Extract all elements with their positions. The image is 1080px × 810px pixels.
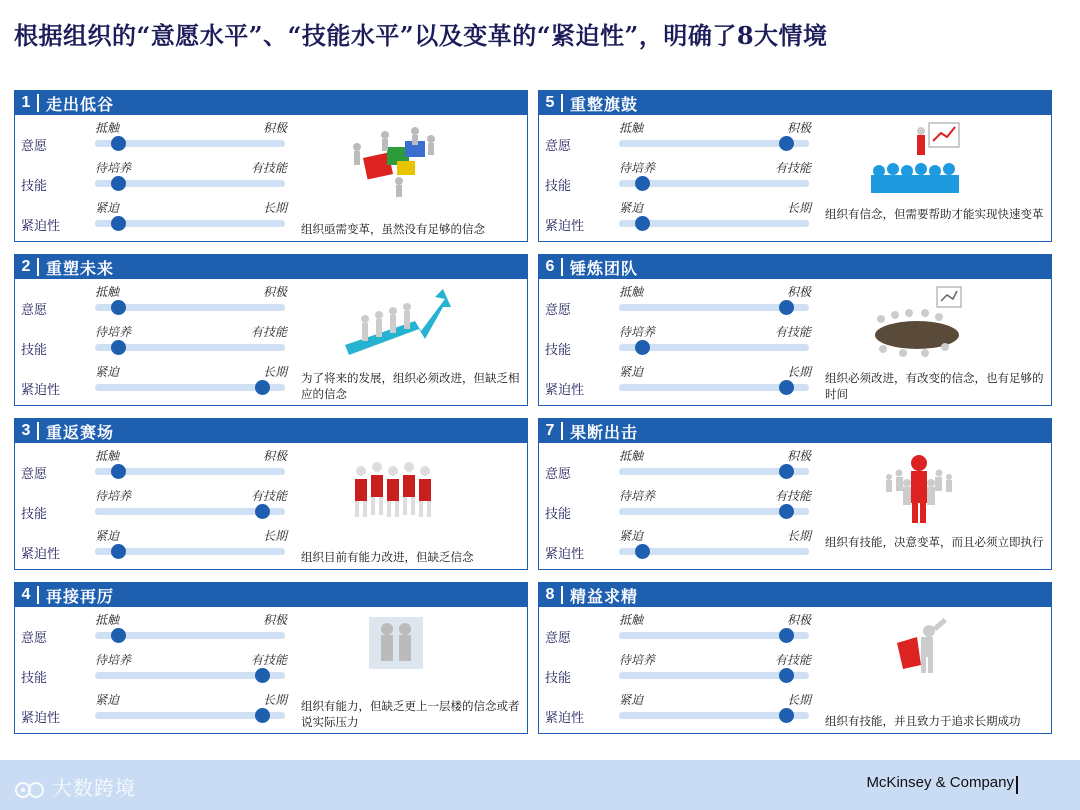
row-label-skill: 技能 [21, 179, 48, 194]
scale-right-label: 积极 [786, 121, 811, 135]
row-label-will: 意愿 [545, 139, 572, 154]
scenario-illustration-icon [859, 121, 979, 199]
scale-left-label: 待培养 [619, 325, 656, 339]
scenario-panel-3 [14, 418, 528, 570]
panel-header-divider [37, 586, 39, 604]
scale-track [619, 180, 809, 187]
row-label-urgency: 紧迫性 [21, 383, 61, 398]
scale-track [95, 468, 285, 475]
scale-track [95, 344, 285, 351]
scale-row-will [15, 119, 305, 155]
scenario-panel-5 [538, 90, 1052, 242]
scale-row-urgency [15, 363, 305, 399]
scenario-panel-4 [14, 582, 528, 734]
row-label-will: 意愿 [21, 303, 48, 318]
scale-track [95, 140, 285, 147]
scenario-illustration-icon [335, 449, 455, 527]
scenario-panel-2 [14, 254, 528, 406]
brand-name: McKinsey & Company [866, 774, 1014, 791]
panel-title: 果断出击 [570, 422, 639, 442]
row-label-will: 意愿 [21, 631, 48, 646]
scale-right-label: 有技能 [250, 653, 287, 667]
row-label-urgency: 紧迫性 [545, 711, 585, 726]
scenario-illustration-icon [859, 613, 979, 691]
panel-header-divider [37, 258, 39, 276]
row-label-urgency: 紧迫性 [545, 547, 585, 562]
scale-row-will [539, 119, 829, 155]
scale-knob [779, 380, 794, 395]
scenario-panel-7 [538, 418, 1052, 570]
row-label-urgency: 紧迫性 [21, 711, 61, 726]
scale-knob [779, 300, 794, 315]
scale-knob [779, 464, 794, 479]
scale-left-label: 待培养 [95, 161, 132, 175]
scale-row-urgency [15, 691, 305, 727]
scale-left-label: 抵触 [95, 121, 120, 135]
scale-right-label: 长期 [262, 693, 287, 707]
scenario-illustration-icon [335, 285, 455, 363]
scale-row-skill [539, 323, 829, 359]
panel-number: 4 [21, 586, 31, 603]
scenario-panel-8 [538, 582, 1052, 734]
scale-left-label: 紧迫 [619, 201, 644, 215]
panel-title: 锤炼团队 [570, 258, 639, 278]
scale-left-label: 待培养 [95, 489, 132, 503]
scale-track [95, 180, 285, 187]
panel-header [15, 419, 527, 443]
scale-knob [635, 176, 650, 191]
scale-knob [255, 504, 270, 519]
panel-number: 1 [21, 94, 31, 111]
scale-track [95, 508, 285, 515]
scale-track [619, 548, 809, 555]
scale-left-label: 紧迫 [95, 365, 120, 379]
scale-row-urgency [539, 363, 829, 399]
scale-row-skill [15, 487, 305, 523]
panel-header [15, 583, 527, 607]
scale-track [619, 632, 809, 639]
row-label-skill: 技能 [21, 507, 48, 522]
panel-header [539, 255, 1051, 279]
scale-right-label: 积极 [262, 613, 287, 627]
panel-header-divider [561, 422, 563, 440]
panel-number: 7 [545, 422, 555, 439]
panel-header [539, 91, 1051, 115]
panel-header [15, 255, 527, 279]
scale-right-label: 长期 [786, 693, 811, 707]
scale-right-label: 有技能 [774, 325, 811, 339]
footer-bar [0, 760, 1080, 810]
scale-left-label: 抵触 [95, 285, 120, 299]
scenario-illustration-icon [335, 613, 455, 691]
panel-description: 组织有技能，决意变革，而且必须立即执行 [825, 535, 1044, 549]
scale-track [95, 632, 285, 639]
scale-right-label: 积极 [786, 613, 811, 627]
scale-knob [779, 136, 794, 151]
scale-knob [255, 380, 270, 395]
scale-right-label: 有技能 [250, 325, 287, 339]
scale-left-label: 抵触 [619, 613, 644, 627]
scale-right-label: 有技能 [250, 161, 287, 175]
row-label-will: 意愿 [21, 467, 48, 482]
panel-header [15, 91, 527, 115]
scale-row-urgency [15, 527, 305, 563]
scale-row-urgency [539, 691, 829, 727]
scale-left-label: 抵触 [95, 449, 120, 463]
scale-knob [255, 708, 270, 723]
panel-number: 8 [545, 586, 555, 603]
panel-title: 重返赛场 [46, 422, 115, 442]
scale-knob [635, 216, 650, 231]
panel-header [539, 419, 1051, 443]
panel-number: 5 [545, 94, 555, 111]
scale-right-label: 积极 [262, 121, 287, 135]
scenario-illustration-icon [859, 449, 979, 527]
watermark-text: 大数跨境 [52, 776, 136, 800]
row-label-skill: 技能 [545, 343, 572, 358]
scale-right-label: 长期 [262, 365, 287, 379]
scale-knob [255, 668, 270, 683]
panel-header-divider [561, 586, 563, 604]
scale-track [619, 384, 809, 391]
scale-left-label: 待培养 [619, 161, 656, 175]
scale-knob [111, 216, 126, 231]
scale-right-label: 长期 [786, 201, 811, 215]
scale-row-will [15, 283, 305, 319]
panel-title: 重塑未来 [46, 258, 115, 278]
scale-row-urgency [15, 199, 305, 235]
scale-knob [635, 340, 650, 355]
panel-title: 精益求精 [570, 586, 639, 606]
scale-right-label: 积极 [262, 449, 287, 463]
row-label-skill: 技能 [545, 671, 572, 686]
scale-right-label: 有技能 [774, 489, 811, 503]
scale-track [619, 220, 809, 227]
brand-divider [1016, 776, 1018, 794]
scale-row-skill [539, 651, 829, 687]
scale-row-will [15, 447, 305, 483]
scale-track [619, 712, 809, 719]
scale-row-urgency [539, 199, 829, 235]
scale-row-skill [15, 323, 305, 359]
scale-knob [779, 628, 794, 643]
scale-knob [635, 544, 650, 559]
panel-header-divider [561, 258, 563, 276]
row-label-will: 意愿 [545, 631, 572, 646]
row-label-urgency: 紧迫性 [21, 547, 61, 562]
panel-header-divider [37, 422, 39, 440]
scale-left-label: 待培养 [95, 325, 132, 339]
scale-right-label: 长期 [262, 201, 287, 215]
row-label-skill: 技能 [21, 343, 48, 358]
scale-track [619, 468, 809, 475]
scale-left-label: 待培养 [95, 653, 132, 667]
scale-left-label: 抵触 [619, 449, 644, 463]
scale-track [619, 344, 809, 351]
row-label-urgency: 紧迫性 [21, 219, 61, 234]
scale-row-skill [15, 651, 305, 687]
scale-track [95, 548, 285, 555]
row-label-urgency: 紧迫性 [545, 383, 585, 398]
scale-right-label: 有技能 [774, 161, 811, 175]
scale-knob [111, 340, 126, 355]
scale-knob [111, 464, 126, 479]
row-label-urgency: 紧迫性 [545, 219, 585, 234]
scale-right-label: 有技能 [774, 653, 811, 667]
panel-description: 为了将来的发展，组织必须改进，但缺乏相应的信念 [301, 371, 520, 401]
row-label-skill: 技能 [21, 671, 48, 686]
scale-left-label: 抵触 [619, 285, 644, 299]
scale-knob [779, 504, 794, 519]
scale-left-label: 紧迫 [95, 693, 120, 707]
scale-left-label: 待培养 [619, 653, 656, 667]
scenario-illustration-icon [859, 285, 979, 363]
scenario-illustration-icon [335, 121, 455, 199]
panel-header-divider [37, 94, 39, 112]
scale-row-will [539, 283, 829, 319]
panel-description: 组织有信念，但需要帮助才能实现快速变革 [825, 207, 1044, 221]
scale-right-label: 积极 [786, 285, 811, 299]
panel-description: 组织有能力，但缺乏更上一层楼的信念或者说实际压力 [301, 699, 520, 729]
scale-row-skill [15, 159, 305, 195]
scale-right-label: 有技能 [250, 489, 287, 503]
scale-track [619, 508, 809, 515]
scale-row-will [15, 611, 305, 647]
scale-right-label: 长期 [786, 365, 811, 379]
panel-description: 组织亟需变革，虽然没有足够的信念 [301, 222, 485, 236]
page-title: 根据组织的“意愿水平”、“技能水平”以及变革的“紧迫性”，明确了8大情境 [14, 21, 828, 50]
scale-left-label: 紧迫 [95, 201, 120, 215]
scale-track [95, 712, 285, 719]
scale-left-label: 紧迫 [619, 529, 644, 543]
row-label-will: 意愿 [21, 139, 48, 154]
panel-title: 再接再厉 [46, 586, 115, 606]
row-label-skill: 技能 [545, 179, 572, 194]
watermark-logo-icon [14, 779, 48, 801]
panel-header-divider [561, 94, 563, 112]
scale-row-will [539, 447, 829, 483]
scale-track [95, 220, 285, 227]
scale-track [95, 384, 285, 391]
panel-description: 组织必须改进，有改变的信念，也有足够的时间 [825, 371, 1044, 401]
scale-knob [111, 628, 126, 643]
panel-description: 组织目前有能力改进，但缺乏信念 [301, 550, 474, 564]
scale-right-label: 长期 [786, 529, 811, 543]
scale-knob [111, 544, 126, 559]
scale-row-skill [539, 487, 829, 523]
scale-left-label: 紧迫 [619, 693, 644, 707]
panel-description: 组织有技能，并且致力于追求长期成功 [825, 714, 1021, 728]
row-label-skill: 技能 [545, 507, 572, 522]
scale-right-label: 长期 [262, 529, 287, 543]
row-label-will: 意愿 [545, 467, 572, 482]
scale-track [95, 304, 285, 311]
scale-knob [111, 176, 126, 191]
scale-knob [779, 668, 794, 683]
scale-right-label: 积极 [786, 449, 811, 463]
scale-left-label: 抵触 [95, 613, 120, 627]
scale-knob [111, 300, 126, 315]
scale-row-urgency [539, 527, 829, 563]
scale-knob [779, 708, 794, 723]
panel-number: 3 [21, 422, 31, 439]
scale-left-label: 抵触 [619, 121, 644, 135]
row-label-will: 意愿 [545, 303, 572, 318]
panel-title: 重整旗鼓 [570, 94, 639, 114]
panel-number: 2 [21, 258, 31, 275]
scale-track [95, 672, 285, 679]
scale-row-will [539, 611, 829, 647]
panel-title: 走出低谷 [46, 94, 115, 114]
scale-left-label: 待培养 [619, 489, 656, 503]
scale-row-skill [539, 159, 829, 195]
watermark [14, 772, 136, 801]
panel-number: 6 [545, 258, 555, 275]
panel-header [539, 583, 1051, 607]
scale-knob [111, 136, 126, 151]
scale-right-label: 积极 [262, 285, 287, 299]
scale-left-label: 紧迫 [95, 529, 120, 543]
scenario-panel-6 [538, 254, 1052, 406]
scale-track [619, 672, 809, 679]
scale-left-label: 紧迫 [619, 365, 644, 379]
scale-track [619, 304, 809, 311]
scenario-panel-1 [14, 90, 528, 242]
scale-track [619, 140, 809, 147]
